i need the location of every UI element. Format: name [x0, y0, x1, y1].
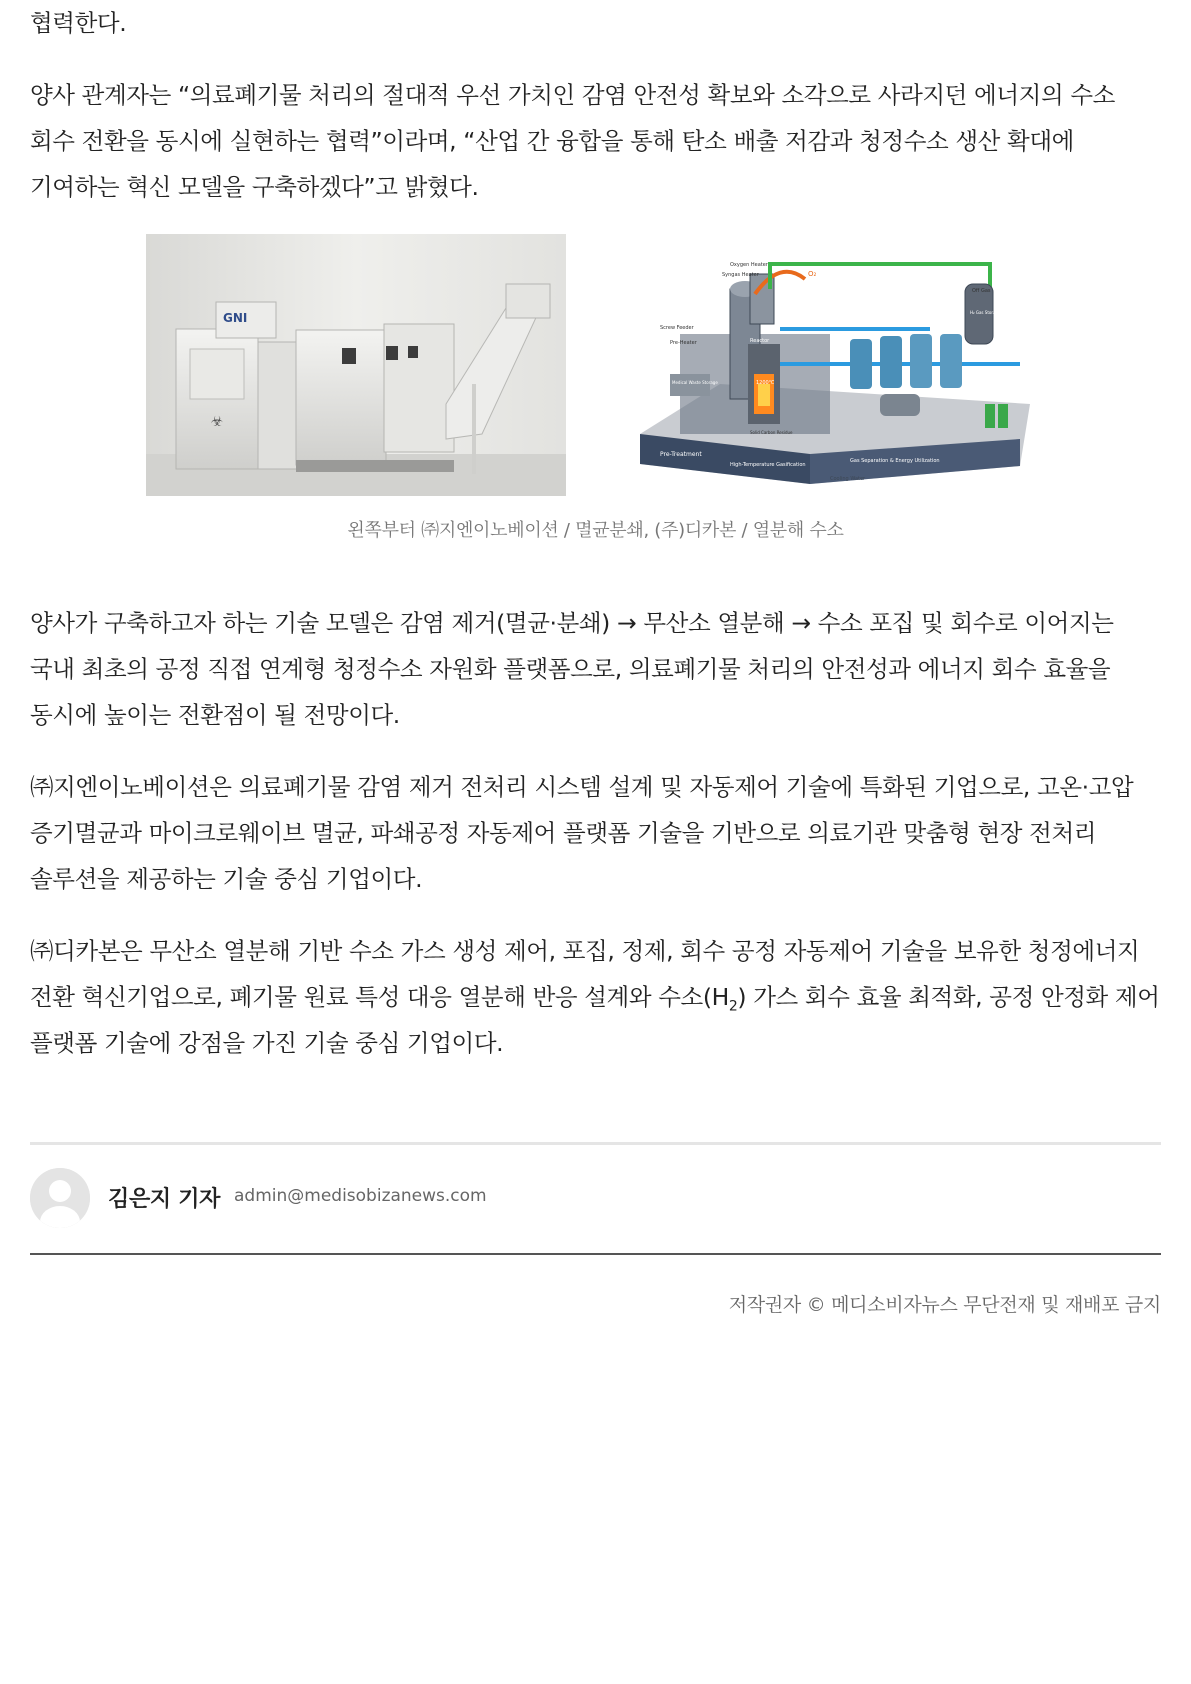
- article-paragraph: 협력한다.: [30, 9, 127, 37]
- byline-divider-top: [30, 1142, 1161, 1145]
- avatar[interactable]: [30, 1168, 90, 1228]
- svg-text:Pre-Treatment: Pre-Treatment: [660, 451, 702, 458]
- article-paragraph: 양사 관계자는 “의료폐기물 처리의 절대적 우선 가치인 감염 안전성 확보와 소각으로 사라지던 에너지의 수소 회수 전환을 동시에 실현하는 협력”이라며, “산업 간 융합을 통해 탄소 배출 저감과 청정수소 생산 확대에 기여하는 혁신 모델을 구축하겠다”고 밝혔다.: [30, 81, 1115, 201]
- author-email[interactable]: admin@medisobizanews.com: [234, 1186, 487, 1206]
- article-paragraph: [30, 928, 1161, 1066]
- svg-text:High-Temperature Gasification: High-Temperature Gasification: [730, 462, 806, 468]
- pyrolysis-hydrogen-diagram: [630, 234, 1046, 496]
- svg-text:Gas Separation & Energy Utiliz: Gas Separation & Energy Utilization: [850, 458, 940, 464]
- svg-text:Reactor: Reactor: [750, 338, 770, 344]
- article-paragraph: 양사가 구축하고자 하는 기술 모델은 감염 제거(멸균·분쇄) → 무산소 열분해 → 수소 포집 및 회수로 이어지는 국내 최초의 공정 직접 연계형 청정수소 자원화 플랫폼으로, 의료폐기물 처리의 안전성과 에너지 회수 효율을 동시에 높이는 전환점이 될 전망이다.: [30, 609, 1114, 729]
- svg-text:Cooling Water: Cooling Water: [830, 476, 866, 482]
- byline-divider-bottom: [30, 1253, 1161, 1255]
- svg-text:Syngas Heater: Syngas Heater: [722, 272, 759, 278]
- copyright-notice: 저작권자 © 메디소비자뉴스 무단전재 및 재배포 금지: [728, 1294, 1161, 1316]
- sterilization-shredder-image: [146, 234, 566, 496]
- byline: [30, 1168, 1161, 1230]
- paragraph-text: ) 가스 회수 효율 최적화, 공정 안정화 제어 플랫폼 기술에 강점을 가진 기술 중심 기업이다.: [30, 983, 1160, 1057]
- svg-text:Screw Feeder: Screw Feeder: [660, 325, 694, 331]
- author-name[interactable]: 김은지 기자: [108, 1187, 221, 1212]
- svg-text:O₂: O₂: [808, 270, 817, 278]
- svg-text:Solid Carbon Residue: Solid Carbon Residue: [750, 430, 793, 435]
- svg-text:GNI: GNI: [223, 311, 248, 325]
- svg-text:1200℃: 1200℃: [756, 380, 775, 386]
- svg-text:☣: ☣: [210, 414, 224, 430]
- article-paragraph: ㈜지엔이노베이션은 의료폐기물 감염 제거 전처리 시스템 설계 및 자동제어 기술에 특화된 기업으로, 고온·고압 증기멸균과 마이크로웨이브 멸균, 파쇄공정 자동제어 플랫폼 기술을 기반으로 의료기관 맞춤형 현장 전처리 솔루션을 제공하는 기술 중심 기업이다.: [30, 773, 1134, 893]
- subscript-text: 2: [728, 998, 738, 1015]
- article-figure: [146, 234, 1046, 496]
- paragraph-text: ㈜디카본은 무산소 열분해 기반 수소 가스 생성 제어, 포집, 정제, 회수 공정 자동제어 기술을 보유한 청정에너지 전환 혁신기업으로, 폐기물 원료 특성 대응 열분해 반응 설계와 수소(H: [30, 937, 1140, 1011]
- svg-text:Medical Waste Storage: Medical Waste Storage: [672, 380, 718, 385]
- figure-caption: 왼쪽부터 ㈜지엔이노베이션 / 멸균분쇄, (주)디카본 / 열분해 수소: [347, 520, 844, 541]
- svg-text:Off Gas: Off Gas: [972, 288, 991, 294]
- svg-text:Pre-Heater: Pre-Heater: [670, 340, 697, 346]
- svg-text:Oxygen Heater: Oxygen Heater: [730, 262, 768, 268]
- svg-text:H₂ Gas Storage: H₂ Gas Storage: [970, 310, 1001, 315]
